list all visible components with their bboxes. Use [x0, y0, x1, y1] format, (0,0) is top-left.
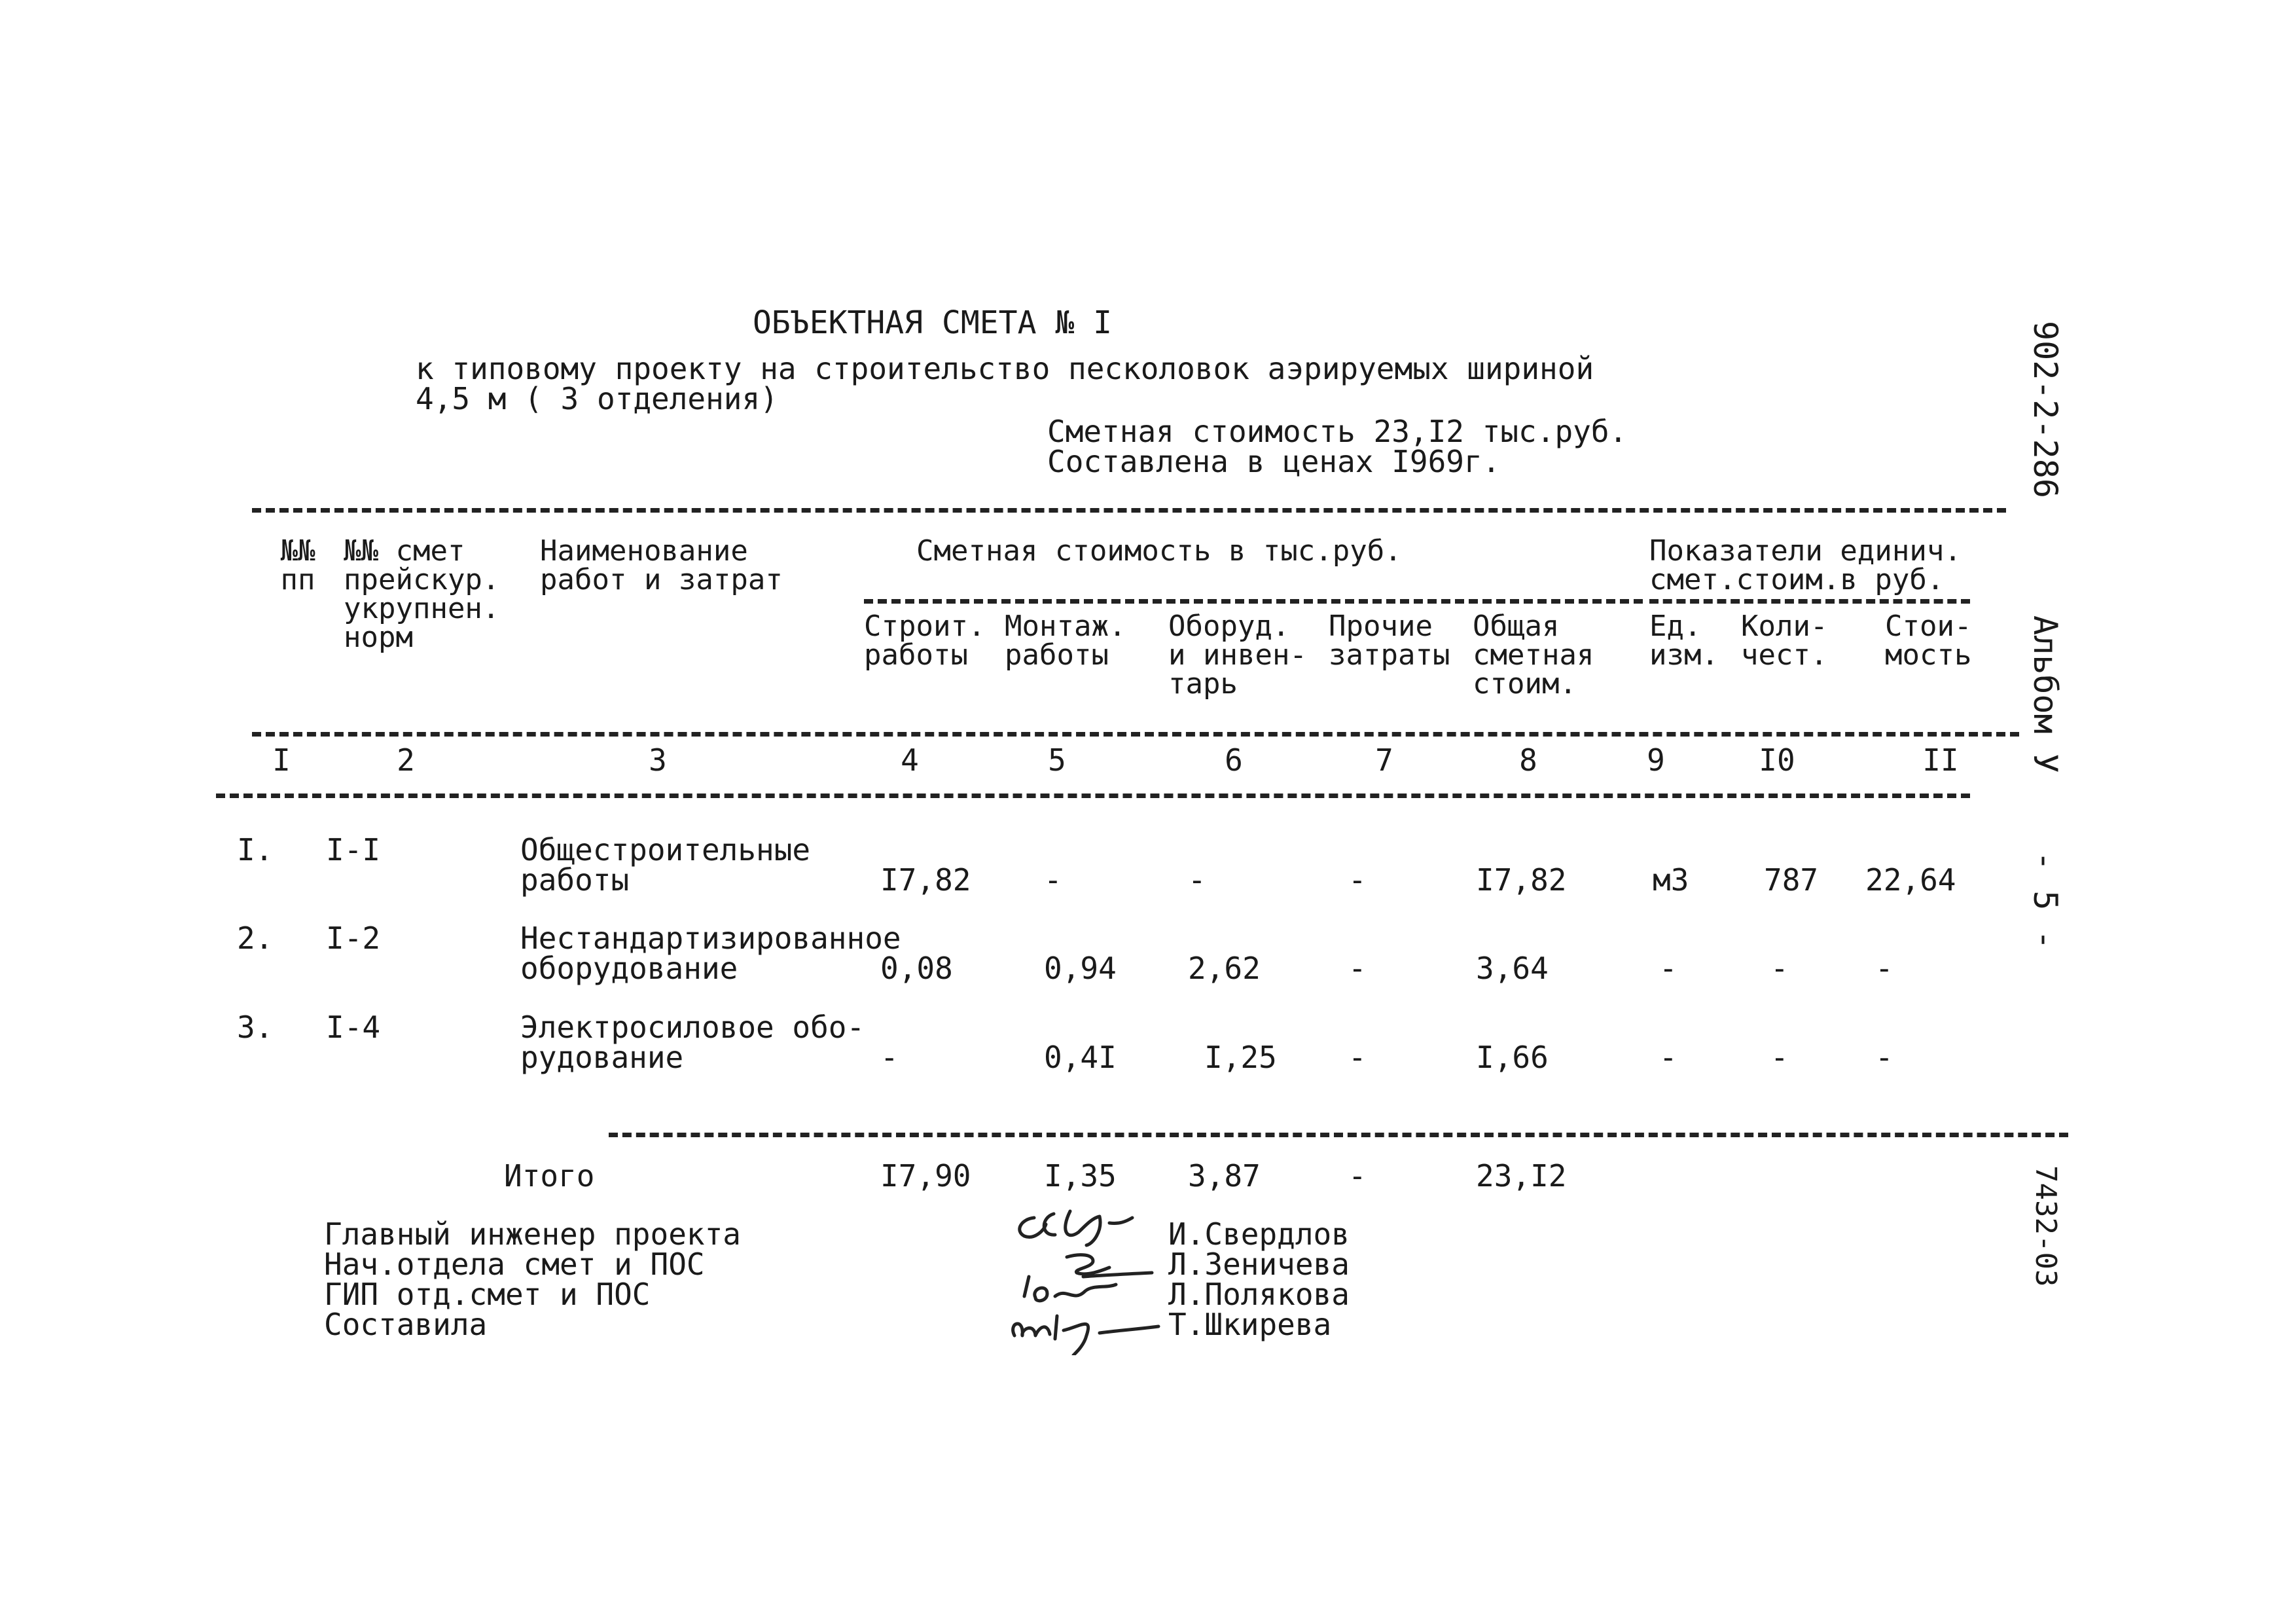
totals-label: Итого — [504, 1158, 595, 1194]
row-1-unit: м3 — [1653, 862, 1689, 898]
col-header-equip: Оборуд. и инвен- тарь — [1168, 610, 1307, 701]
row-2-mount: 0,94 — [1044, 951, 1117, 986]
row-2-build: 0,08 — [880, 951, 953, 986]
col-header-unit-group: Показатели единич. смет.стоим.в руб. — [1649, 534, 1962, 596]
row-1-ref: I-I — [326, 832, 381, 867]
signature-name-1: И.Свердлов — [1168, 1216, 1350, 1252]
row-2-equip: 2,62 — [1188, 951, 1261, 986]
unit-group-rule — [1649, 599, 1970, 604]
row-1-price: 22,64 — [1865, 862, 1956, 898]
col-number-11: II — [1922, 742, 1959, 778]
row-3-no: 3. — [237, 1010, 274, 1045]
document-subtitle-line-2: 4,5 м ( 3 отделения) — [416, 381, 778, 416]
row-2-total: 3,64 — [1476, 951, 1549, 986]
row-3-ref: I-4 — [326, 1010, 381, 1045]
page-number: - 5 - — [2026, 851, 2064, 950]
signature-role-1: Главный инженер проекта — [324, 1216, 741, 1252]
totals-build: I7,90 — [880, 1158, 971, 1194]
col-number-1: I — [272, 742, 291, 778]
column-numbers-rule — [216, 793, 1970, 798]
row-1-name: Общестроительные работы — [520, 832, 811, 898]
row-2-no: 2. — [237, 921, 274, 956]
totals-mount: I,35 — [1044, 1158, 1117, 1194]
totals-other: - — [1348, 1158, 1367, 1194]
row-3-name: Электросиловое обо- рудование — [520, 1010, 865, 1075]
row-2-qty: - — [1770, 951, 1789, 986]
table-top-rule — [252, 508, 2006, 513]
col-header-row-no: №№ пп — [280, 534, 315, 596]
signature-role-3: ГИП отд.смет и ПОС — [324, 1277, 651, 1312]
col-header-cost-group: Сметная стоимость в тыс.руб. — [916, 534, 1402, 568]
row-1-other: - — [1348, 862, 1367, 898]
estimated-cost: Сметная стоимость 23,I2 тыс.руб. — [1047, 414, 1628, 449]
col-header-unit: Ед. изм. — [1649, 610, 1719, 672]
row-2-name: Нестандартизированное оборудование — [520, 921, 901, 986]
document-subtitle-line-1: к типовому проекту на строительство песколовок аэрируемых шириной — [416, 351, 1594, 386]
col-number-10: I0 — [1759, 742, 1795, 778]
row-2-price: - — [1875, 951, 1893, 986]
cost-group-rule — [864, 599, 1643, 604]
row-3-build: - — [880, 1040, 899, 1075]
col-number-8: 8 — [1519, 742, 1537, 778]
row-3-qty: - — [1770, 1040, 1789, 1075]
row-1-build: I7,82 — [880, 862, 971, 898]
signature-name-2: Л.Зеничева — [1168, 1247, 1350, 1282]
col-header-qty: Коли- чест. — [1741, 610, 1828, 672]
totals-equip: 3,87 — [1188, 1158, 1261, 1194]
col-header-other: Прочие затраты — [1329, 610, 1450, 672]
row-3-unit: - — [1659, 1040, 1677, 1075]
col-number-2: 2 — [397, 742, 415, 778]
totals-total: 23,I2 — [1476, 1158, 1567, 1194]
row-3-mount: 0,4I — [1044, 1040, 1117, 1075]
col-number-4: 4 — [901, 742, 919, 778]
registration-number: 7432-03 — [2029, 1165, 2062, 1287]
col-number-3: 3 — [649, 742, 667, 778]
col-number-9: 9 — [1647, 742, 1665, 778]
col-header-name: Наименование работ и затрат — [540, 534, 783, 596]
row-2-ref: I-2 — [326, 921, 381, 956]
row-3-other: - — [1348, 1040, 1367, 1075]
col-number-7: 7 — [1375, 742, 1393, 778]
col-header-mount: Монтаж. работы — [1005, 610, 1126, 672]
col-header-ref: №№ смет прейскур. укрупнен. норм — [344, 534, 500, 654]
col-header-price: Стои- мость — [1885, 610, 1972, 672]
signature-role-4: Составила — [324, 1307, 488, 1342]
row-3-equip: I,25 — [1204, 1040, 1277, 1075]
row-3-price: - — [1875, 1040, 1893, 1075]
document-title: ОБЪЕКТНАЯ СМЕТА № I — [753, 304, 1113, 341]
col-number-6: 6 — [1225, 742, 1243, 778]
row-1-mount: - — [1044, 862, 1062, 898]
col-number-5: 5 — [1048, 742, 1066, 778]
row-1-qty: 787 — [1764, 862, 1819, 898]
signature-role-2: Нач.отдела смет и ПОС — [324, 1247, 705, 1282]
header-bottom-rule — [252, 732, 2019, 737]
row-1-total: I7,82 — [1476, 862, 1567, 898]
signature-name-4: Т.Шкирева — [1168, 1307, 1332, 1342]
col-header-total: Общая сметная стоим. — [1473, 610, 1594, 701]
album-label: Альбом У — [2026, 615, 2064, 773]
handwritten-signatures — [995, 1205, 1172, 1355]
row-2-unit: - — [1659, 951, 1677, 986]
col-header-build: Строит. работы — [864, 610, 986, 672]
totals-rule — [609, 1133, 2068, 1137]
row-1-no: I. — [237, 832, 274, 867]
price-base-year: Составлена в ценах I969г. — [1047, 444, 1501, 479]
row-1-equip: - — [1188, 862, 1206, 898]
signature-name-3: Л.Полякова — [1168, 1277, 1350, 1312]
project-code: 902-2-286 — [2026, 321, 2064, 498]
row-2-other: - — [1348, 951, 1367, 986]
row-3-total: I,66 — [1476, 1040, 1549, 1075]
